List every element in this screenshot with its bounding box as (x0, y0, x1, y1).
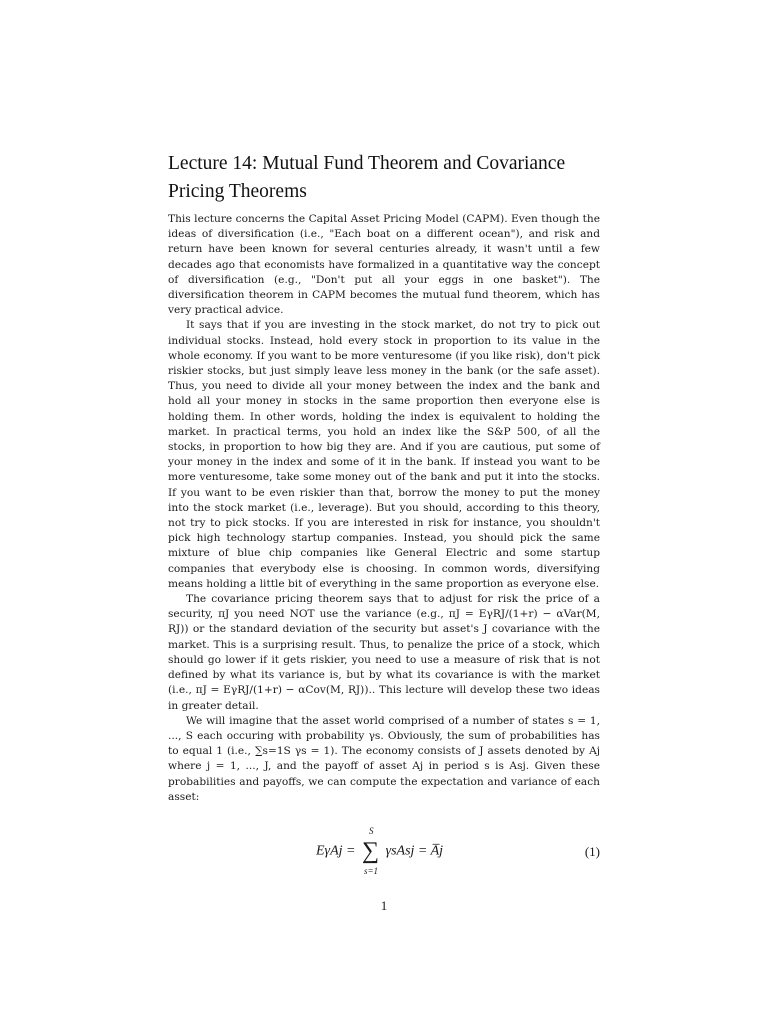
paragraph-covariance: The covariance pricing theorem says that to adjust for risk the price of a security, πJ you need NOT use the variance (e.g., πJ = EγRJ/(1+r) − αVar(M, RJ)) or the standard deviation of the security but asset's J covariance with the market. This is a surprising result. Thus, to penalize the price of a stock, which should go lower if it gets riskier, you need to use a measure of risk that is not defined by what its variance is, but by what its covariance is with the market (i.e., πJ = EγRJ/(1+r) − αCov(M, RJ)).. This lecture will develop these two ideas in greater detail. (168, 593, 600, 712)
paragraph-intro: This lecture concerns the Capital Asset Pricing Model (CAPM). Even though the ideas of diversification (i.e., "Each boat on a different ocean"), and risk and return have been known for several centuries already, it wasn't until a few decades ago that economists have formalized in a quantitative way the concept of diversification (e.g., "Don't put all your eggs in one basket"). The diversification theorem in CAPM becomes the mutual fund theorem, which has very practical advice. (168, 213, 600, 317)
summation-symbol: ∑ S s=1 (361, 826, 380, 876)
equation-rhs: γsAsj = A̅j (385, 843, 444, 859)
sum-lower-limit: s=1 (363, 866, 379, 876)
paragraph-states: We will imagine that the asset world comprised of a number of states s = 1, ..., S each occuring with probability γs. Obviously, the sum of probabilities has to equal 1 (i.e., ∑s=1S γs = 1). The economy consists of J assets denoted by Aj where j = 1, ..., J, and the payoff of asset Aj in period s is Asj. Given these probabilities and payoffs, we can compute the expectation and variance of each asset: (168, 714, 600, 803)
sum-upper-limit: S (368, 826, 374, 836)
equation-lhs: EγAj = (316, 843, 356, 859)
paragraph-mutual-fund: It says that if you are investing in the stock market, do not try to pick out individual stocks. Instead, hold every stock in proportion to its value in the whole economy. If you want to be more venturesome (if you like risk), don't pick riskier stocks, but just simply leave less money in the bank (or the safe asset). Thus, you need to divide all your money between the index and the bank and hold all your money in stocks in the same proportion then everyone else is holding them. In other words, holding the index is equivalent to holding the market. In practical terms, you hold an index like the S&P 500, of all the stocks, in proportion to how big they are. And if you are cautious, put some of your money in the index and some of it in the bank. If instead you want to be more venturesome, take some money out of the bank and put it into the stocks. If you want to be even riskier than that, borrow the money to put the money into the stock market (i.e., leverage). But you should, according to this theory, not try to pick stocks. If you are interested in risk for instance, you shouldn't pick high technology startup companies. Instead, you should pick the same mixture of blue chip companies like General Electric and some startup companies that everybody else is choosing. In common words, diversifying means holding a little bit of everything in the same proportion as everyone else. (168, 319, 600, 590)
equation-number: (1) (584, 844, 600, 859)
lecture-title: Lecture 14: Mutual Fund Theorem and Covariance Pricing Theorems (168, 153, 566, 202)
equation-1 (168, 826, 600, 876)
body-text (168, 212, 600, 805)
page-number: 1 (380, 898, 388, 913)
equation-formula (316, 826, 444, 876)
